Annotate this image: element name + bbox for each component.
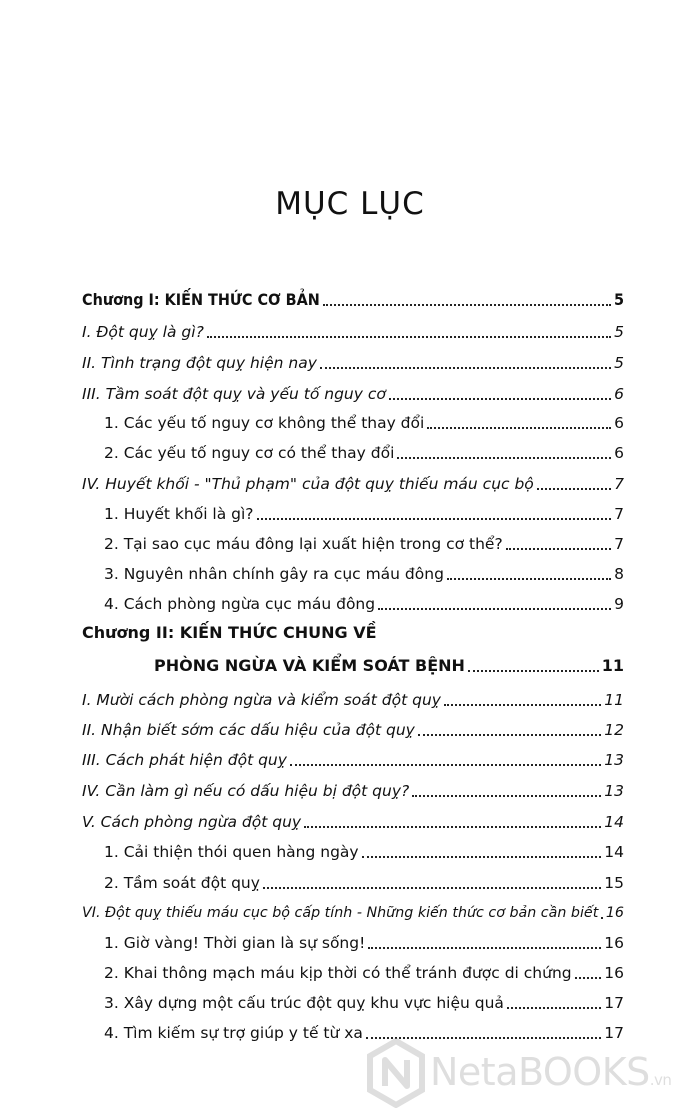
dot-leader [378,608,611,610]
dot-leader [257,518,611,520]
toc-entry [104,500,624,524]
toc-entry-title: PHÒNG NGỪA VÀ KIỂM SOÁT BỆNH [154,656,465,675]
toc-entry-title: I. Mười cách phòng ngừa và kiểm soát đột quỵ [82,691,441,709]
dot-leader [412,795,601,797]
toc-entry-title: 2. Khai thông mạch máu kịp thời có thể tránh được di chứng [104,964,572,982]
toc-entry-title: 2. Các yếu tố nguy cơ có thể thay đổi [104,444,395,462]
dot-leader [447,578,611,580]
dot-leader [468,670,599,672]
toc-page-number: 15 [604,874,624,892]
toc-entry [82,899,624,923]
dot-leader [263,887,601,889]
toc-entry-title: 4. Cách phòng ngừa cục máu đông [104,595,376,613]
dot-leader [207,336,611,338]
toc-page-number: 5 [614,323,624,341]
toc-page-number: 16 [605,905,624,921]
toc-entry-title: II. Tình trạng đột quỵ hiện nay [82,354,317,372]
toc-page-number: 9 [614,595,624,613]
watermark-suffix: .vn [649,1071,672,1089]
dot-leader [601,917,603,919]
dot-leader [323,304,611,306]
toc-page-number: 5 [614,354,624,372]
toc-page-number: 17 [604,1024,624,1042]
toc-page-number: 14 [604,843,624,861]
toc-entry [154,652,624,676]
toc-entry [82,286,624,310]
dot-leader [427,427,611,429]
dot-leader [320,367,611,369]
toc-page-number: 12 [604,721,624,739]
toc-page-number: 6 [614,414,624,432]
toc-entry-title: V. Cách phòng ngừa đột quỵ [82,813,302,831]
toc-entry-title: 2. Tại sao cục máu đông lại xuất hiện trong cơ thể? [104,535,503,553]
toc-page-number: 6 [614,444,624,462]
toc-entry-title: III. Cách phát hiện đột quỵ [82,751,287,769]
toc-page-number: 13 [604,751,624,769]
dot-leader [290,764,601,766]
toc-page-number: 11 [604,691,624,709]
toc-entry [82,716,624,740]
toc-entry-title: 1. Cải thiện thói quen hàng ngày [104,843,359,861]
toc-entry-title: 1. Giờ vàng! Thời gian là sự sống! [104,934,366,952]
dot-leader [575,977,602,979]
dot-leader [362,856,602,858]
toc-page-number: 16 [604,964,624,982]
toc-entry [82,380,624,404]
toc-entry-title: 1. Các yếu tố nguy cơ không thể thay đổi [104,414,425,432]
toc-entry [104,530,624,554]
dot-leader [397,457,611,459]
toc-entry [104,869,624,893]
toc-page-number: 14 [604,813,624,831]
dot-leader [537,488,611,490]
watermark-brand: NetaBOOKS [430,1050,650,1094]
toc-entry [104,838,624,862]
toc-entry [82,686,624,710]
toc-page-number: 5 [613,290,624,309]
toc-entry [104,929,624,953]
dot-leader [507,1007,601,1009]
toc-page-number: 7 [614,475,624,493]
toc-entry [82,349,624,373]
toc-entry [104,439,624,463]
dot-leader [444,704,601,706]
toc-entry [104,590,624,614]
toc-page-number: 8 [614,565,624,583]
toc-entry-title: I. Đột quỵ là gì? [82,323,204,341]
dot-leader [368,947,601,949]
toc-entry-title: Chương I: KIẾN THỨC CƠ BẢN [82,290,320,309]
toc-entry [104,989,624,1013]
toc-entry [82,746,624,770]
toc-entry [82,777,624,801]
toc-entry [82,470,624,494]
toc-entry [82,808,624,832]
toc-entry [104,560,624,584]
toc-entry-title: 4. Tìm kiếm sự trợ giúp y tế từ xa [104,1024,363,1042]
toc-entry-title: II. Nhận biết sớm các dấu hiệu của đột quỵ [82,721,415,739]
toc-entry [82,623,377,642]
toc-entry-title: Chương II: KIẾN THỨC CHUNG VỀ [82,623,377,642]
netabooks-logo-icon [366,1038,426,1108]
toc-entry-title: III. Tầm soát đột quỵ và yếu tố nguy cơ [82,385,386,403]
toc-entry [82,318,624,342]
toc-entry-title: VI. Đột quỵ thiếu máu cục bộ cấp tính - Những kiến thức cơ bản cần biết [82,905,599,921]
toc-page-number: 13 [604,782,624,800]
toc-page-number: 7 [614,535,624,553]
netabooks-watermark [366,1036,700,1112]
page-title: MỤC LỤC [275,186,425,222]
dot-leader [304,826,601,828]
dot-leader [418,734,601,736]
toc-page-number: 11 [601,656,624,675]
toc-entry-title: 3. Nguyên nhân chính gây ra cục máu đông [104,565,444,583]
dot-leader [506,548,611,550]
toc-entry-title: 3. Xây dựng một cấu trúc đột quỵ khu vực hiệu quả [104,994,504,1012]
toc-entry [104,959,624,983]
toc-page-number: 17 [604,994,624,1012]
toc-entry-title: 1. Huyết khối là gì? [104,505,254,523]
watermark-text [430,1050,671,1094]
toc-entry-title: IV. Cần làm gì nếu có dấu hiệu bị đột quỵ? [82,782,410,800]
toc-entry-title: IV. Huyết khối - "Thủ phạm" của đột quỵ thiếu máu cục bộ [82,475,534,493]
dot-leader [389,398,611,400]
toc-page-number: 6 [614,385,624,403]
toc-page-number: 7 [614,505,624,523]
toc-entry-title: 2. Tầm soát đột quỵ [104,874,260,892]
toc-page-number: 16 [604,934,624,952]
toc-entry [104,409,624,433]
